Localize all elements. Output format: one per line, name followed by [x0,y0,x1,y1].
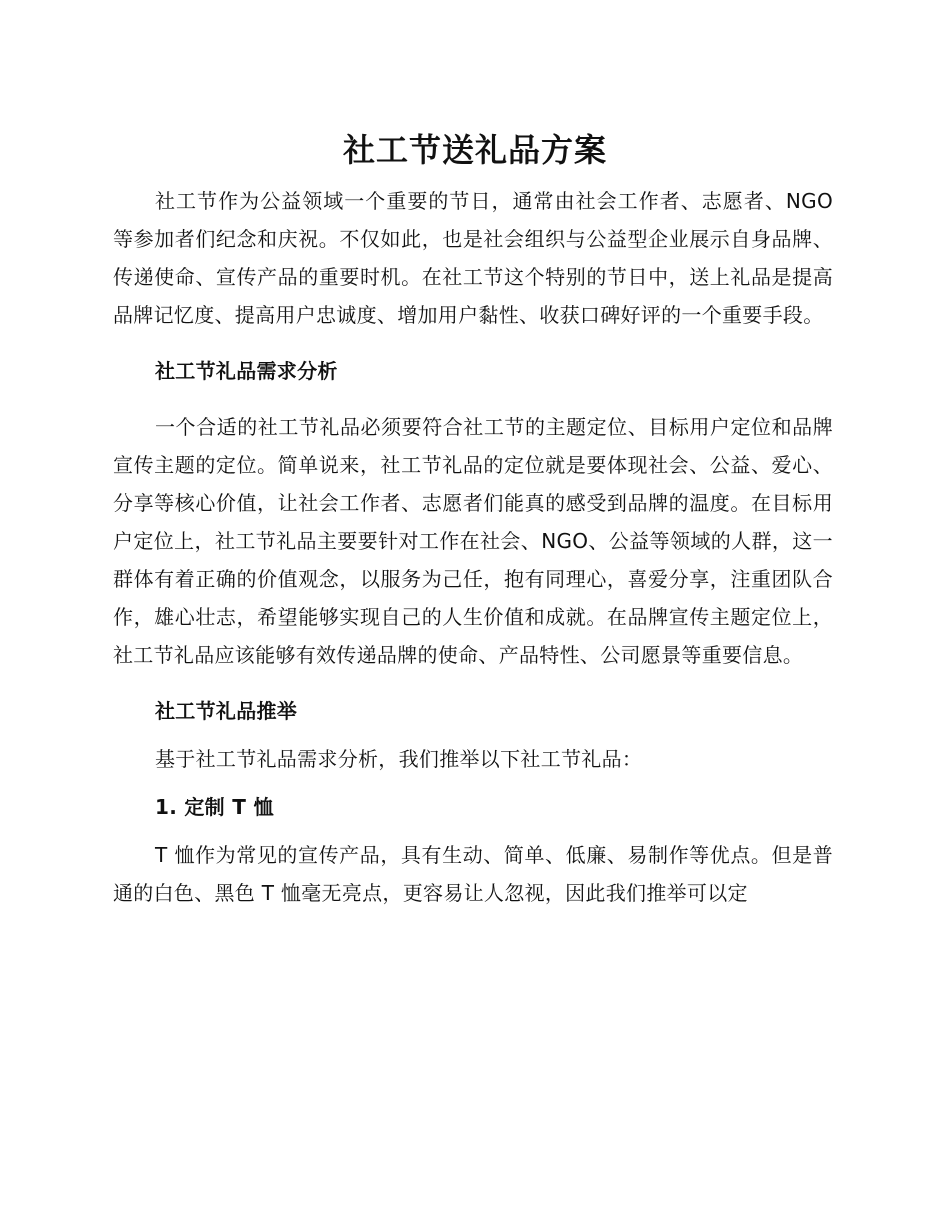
custom-tshirt-paragraph: T 恤作为常见的宣传产品，具有生动、简单、低廉、易制作等优点。但是普通的白色、黑色 T 恤毫无亮点，更容易让人忽视，因此我们推举可以定 [113,843,833,905]
recommendations-intro-paragraph: 基于社工节礼品需求分析，我们推举以下社工节礼品： [155,747,643,771]
intro-paragraph: 社工节作为公益领域一个重要的节日，通常由社会工作者、志愿者、NGO 等参加者们纪念和庆祝。不仅如此，也是社会组织与公益型企业展示自身品牌、传递使命、宣传产品的重要时机。在社工节这个特别的节日中，送上礼品是提高品牌记忆度、提高用户忠诚度、增加用户黏性、收获口碑好评的一个重要手段。 [113,189,833,327]
document-body [113,182,833,912]
section-heading-needs-analysis: 社工节礼品需求分析 [155,359,338,383]
needs-analysis-paragraph: 一个合适的社工节礼品必须要符合社工节的主题定位、目标用户定位和品牌宣传主题的定位。简单说来，社工节礼品的定位就是要体现社会、公益、爱心、分享等核心价值，让社会工作者、志愿者们能真的感受到品牌的温度。在目标用户定位上，社工节礼品主要要针对工作在社会、NGO、公益等领域的人群，这一群体有着正确的价值观念，以服务为己任，抱有同理心，喜爱分享，注重团队合作，雄心壮志，希望能够实现自己的人生价值和成就。在品牌宣传主题定位上，社工节礼品应该能够有效传递品牌的使命、产品特性、公司愿景等重要信息。 [113,415,833,667]
section-heading-recommendations: 社工节礼品推举 [155,699,298,723]
document-title: 社工节送礼品方案 [342,131,607,169]
item-heading-custom-tshirt: 1. 定制 T 恤 [155,795,274,819]
